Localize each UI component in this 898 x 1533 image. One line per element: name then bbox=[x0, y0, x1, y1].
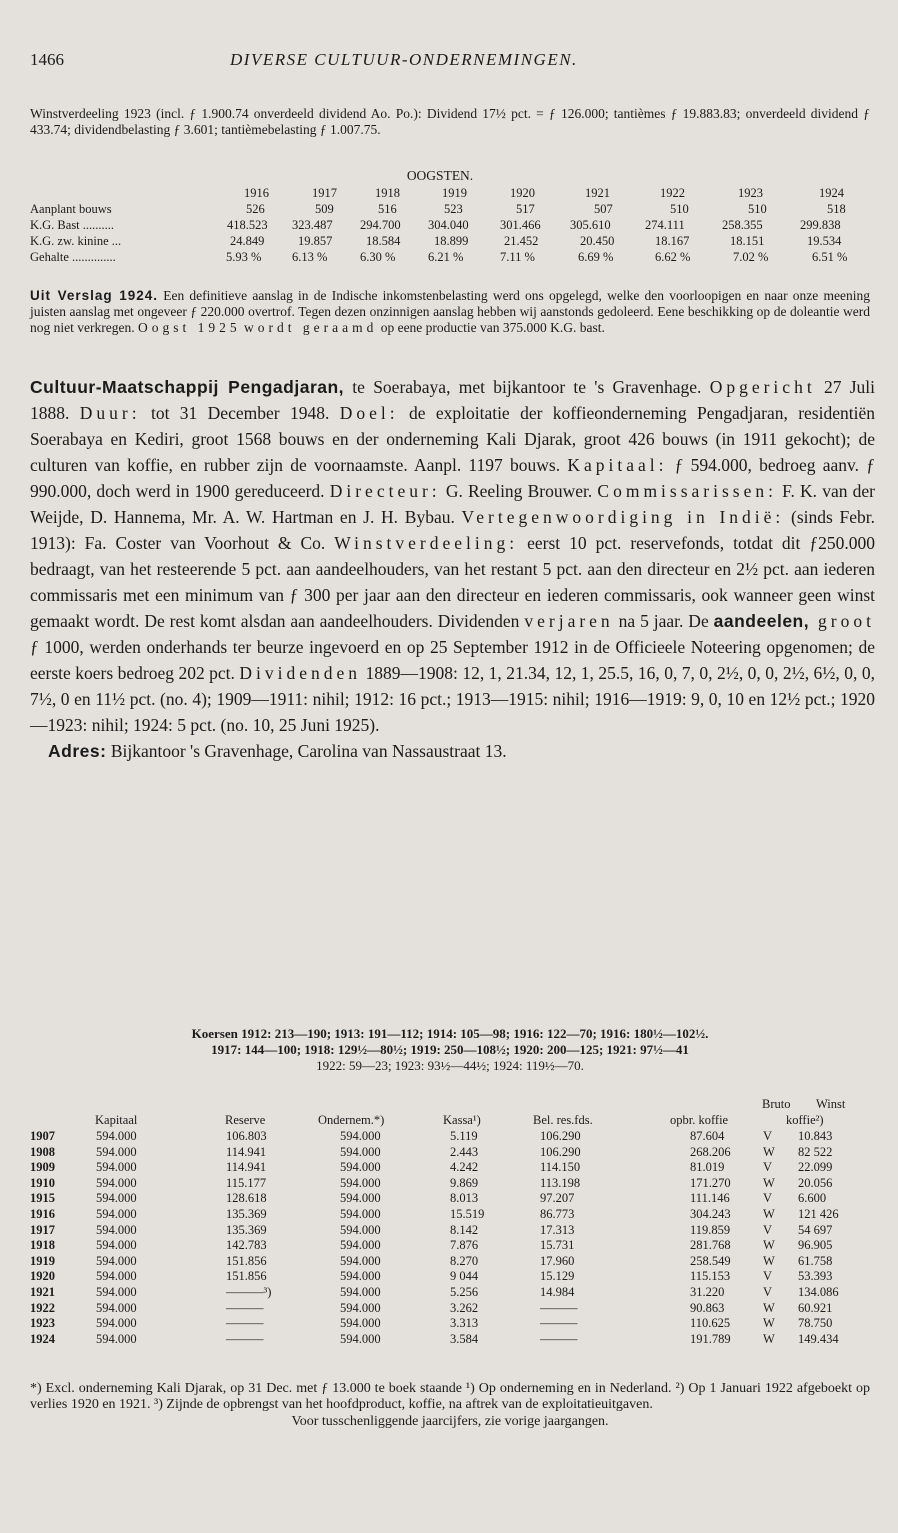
ondernem-cell: 594.000 bbox=[340, 1253, 381, 1268]
adres-text: Bijkantoor 's Gravenhage, Carolina van Nassaustraat 13. bbox=[106, 741, 507, 761]
year-cell: 1921 bbox=[585, 186, 610, 200]
value-cell: 6.13 % bbox=[292, 250, 328, 264]
value-cell: 19.534 bbox=[807, 234, 842, 248]
year-cell: 1907 bbox=[30, 1129, 55, 1143]
year-cell: 1908 bbox=[30, 1144, 55, 1159]
table-row bbox=[30, 1160, 875, 1176]
groot-label: groot bbox=[809, 611, 875, 631]
belres-cell: 17.313 bbox=[540, 1222, 575, 1237]
year-cell: 1919 bbox=[442, 186, 467, 200]
ondernem-cell: 594.000 bbox=[340, 1331, 381, 1346]
winst-cell: 121 426 bbox=[798, 1206, 839, 1221]
aandeelen-text: ƒ 1000, werden onderhands ter beurze ingevoerd en op 25 September 1912 in de Officieele Noteering opgenomen; de eerste koers bedroeg 202 pct. bbox=[30, 637, 875, 683]
header-kassa: Kassa¹) bbox=[443, 1113, 481, 1127]
bruto-cell: 304.243 bbox=[690, 1206, 731, 1221]
row-label: K.G. Bast .......... bbox=[30, 218, 115, 232]
year-cell: 1917 bbox=[30, 1222, 55, 1237]
belres-cell: 97.207 bbox=[540, 1191, 575, 1206]
ondernem-cell: 594.000 bbox=[340, 1300, 381, 1315]
bruto-cell: 81.019 bbox=[690, 1160, 725, 1175]
year-cell: 1916 bbox=[30, 1206, 55, 1221]
winst-cell: 82 522 bbox=[798, 1144, 833, 1159]
winst-verlies-cell: W bbox=[763, 1316, 775, 1331]
opgericht-text: 27 Juli 1888. bbox=[30, 377, 875, 423]
header-ondernem: Ondernem.*) bbox=[318, 1113, 385, 1127]
table-row bbox=[30, 1145, 875, 1161]
kapitaal-cell: 594.000 bbox=[96, 1222, 137, 1237]
value-cell: 305.610 bbox=[570, 218, 611, 232]
belres-cell: ——— bbox=[540, 1316, 578, 1331]
kapitaal-cell: 594.000 bbox=[96, 1238, 137, 1253]
winst-verlies-cell: V bbox=[763, 1269, 773, 1284]
winst-verlies-cell: W bbox=[763, 1144, 775, 1159]
footnote-text: *) Excl. onderneming Kali Djarak, op 31 Dec. met ƒ 13.000 te boek staande ¹) Op onderneming en in Nederland. ²) Op 1 Januari 1922 afgeboekt op verlies 1920 en 1921. ³) Zijnde de opbrengst van het hoofdproduct, koffie, na aftrek van de exploitatieuitgaven. bbox=[30, 1381, 870, 1412]
value-cell: 274.111 bbox=[645, 218, 685, 232]
verjaren-label: verjaren bbox=[524, 611, 614, 631]
reserve-cell: 135.369 bbox=[226, 1222, 267, 1237]
page-header bbox=[30, 50, 870, 78]
financial-table bbox=[30, 1097, 875, 1347]
table-row bbox=[30, 1176, 875, 1192]
oogst-verb: wordt geraamd bbox=[243, 320, 378, 335]
winstverdeeling-text: eerst 10 pct. reservefonds, totdat dit ƒ250.000 bedraagt, van het resteerende 5 pct. aan aandeelhouders, van het restant 5 pct. aan den directeur en 2½ pct. aan iederen commissaris met een minimum van ƒ 300 per jaar aan den directeur en iederen commissaris, ook wanneer geen winst gemaakt wordt. De rest komt alsdan aan aandeelhouders. Dividenden bbox=[30, 533, 875, 631]
kapitaal-cell: 594.000 bbox=[96, 1316, 137, 1331]
value-cell: 21.452 bbox=[504, 234, 539, 248]
oogsten-table bbox=[30, 186, 875, 266]
table-row bbox=[30, 1223, 875, 1239]
financial-table-body bbox=[30, 1129, 875, 1347]
winstverdeeling-label: Winstverdeeling: bbox=[334, 533, 519, 553]
oogsten-row-kinine bbox=[30, 234, 875, 250]
belres-cell: 106.290 bbox=[540, 1129, 581, 1143]
kapitaal-cell: 594.000 bbox=[96, 1144, 137, 1159]
table-row bbox=[30, 1238, 875, 1254]
value-cell: 516 bbox=[378, 202, 397, 216]
value-cell: 18.167 bbox=[655, 234, 690, 248]
kassa-cell: 5.256 bbox=[450, 1284, 479, 1299]
winst-verlies-cell: W bbox=[763, 1206, 775, 1221]
oogsten-row-bast bbox=[30, 218, 875, 234]
winst-verlies-cell: W bbox=[763, 1238, 775, 1253]
value-cell: 510 bbox=[670, 202, 689, 216]
verslag-paragraph bbox=[30, 288, 870, 336]
reserve-cell: ——— bbox=[226, 1300, 264, 1315]
kapitaal-cell: 594.000 bbox=[96, 1269, 137, 1284]
year-cell: 1922 bbox=[660, 186, 685, 200]
kapitaal-cell: 594.000 bbox=[96, 1129, 137, 1143]
financial-table-header bbox=[30, 1097, 875, 1129]
doel-text: de exploitatie der koffieonderneming Pengadjaran, residentiën Soerabaya en Kediri, groot 1568 bouws en der onderneming Kali Djarak, groot 426 bouws (in 1911 gekocht); de culturen van koffie, en rubber zijn de voornaamste. Aanpl. 1197 bouws. bbox=[30, 403, 875, 475]
bruto-cell: 191.789 bbox=[690, 1331, 731, 1346]
bruto-cell: 111.146 bbox=[690, 1191, 730, 1206]
value-cell: 18.584 bbox=[366, 234, 401, 248]
oogst-text: op eene productie van 375.000 K.G. bast. bbox=[377, 320, 605, 335]
ondernem-cell: 594.000 bbox=[340, 1222, 381, 1237]
ondernem-cell: 594.000 bbox=[340, 1284, 381, 1299]
kapitaal-cell: 594.000 bbox=[96, 1206, 137, 1221]
bruto-cell: 87.604 bbox=[690, 1129, 725, 1143]
directeur-label: Directeur: bbox=[329, 481, 441, 501]
year-cell: 1920 bbox=[510, 186, 535, 200]
header-reserve: Reserve bbox=[225, 1113, 266, 1127]
year-cell: 1923 bbox=[738, 186, 763, 200]
winst-verlies-cell: V bbox=[763, 1222, 773, 1237]
value-cell: 304.040 bbox=[428, 218, 469, 232]
winst-verlies-cell: W bbox=[763, 1253, 775, 1268]
kassa-cell: 4.242 bbox=[450, 1160, 479, 1175]
reserve-cell: 142.783 bbox=[226, 1238, 267, 1253]
kassa-cell: 9.869 bbox=[450, 1175, 479, 1190]
ondernem-cell: 594.000 bbox=[340, 1206, 381, 1221]
company-entry bbox=[30, 374, 875, 764]
kapitaal-text: ƒ 594.000, bedroeg aanv. ƒ 990.000, doch werd in 1900 gereduceerd. bbox=[30, 455, 875, 501]
table-row bbox=[30, 1301, 875, 1317]
value-cell: 518 bbox=[827, 202, 846, 216]
value-cell: 6.62 % bbox=[655, 250, 691, 264]
ondernem-cell: 594.000 bbox=[340, 1175, 381, 1190]
belres-cell: 86.773 bbox=[540, 1206, 575, 1221]
aandeelen-label: aandeelen, bbox=[713, 611, 810, 631]
year-cell: 1909 bbox=[30, 1160, 55, 1175]
bruto-cell: 115.153 bbox=[690, 1269, 731, 1284]
value-cell: 18.899 bbox=[434, 234, 469, 248]
belres-cell: 114.150 bbox=[540, 1160, 581, 1175]
kapitaal-cell: 594.000 bbox=[96, 1253, 137, 1268]
value-cell: 5.93 % bbox=[226, 250, 262, 264]
year-cell: 1918 bbox=[30, 1238, 55, 1253]
table-row bbox=[30, 1129, 875, 1145]
reserve-cell: 114.941 bbox=[226, 1160, 267, 1175]
verslag-text: Een definitieve aanslag in de Indische inkomstenbelasting werd ons opgelegd, welke den voorloopigen en naar onze meening juisten aanslag met ongeveer ƒ 220.000 overtrof. Tegen dezen onzinnigen aanslag hebben wij aanstonds gedoleerd. Eene beschikking op de doleantie werd nog niet verkregen. bbox=[30, 288, 870, 335]
ondernem-cell: 594.000 bbox=[340, 1191, 381, 1206]
value-cell: 6.21 % bbox=[428, 250, 464, 264]
header-bruto-top: Bruto bbox=[762, 1097, 791, 1111]
header-winst-bottom: koffie²) bbox=[786, 1113, 824, 1127]
value-cell: 299.838 bbox=[800, 218, 841, 232]
year-cell: 1915 bbox=[30, 1191, 55, 1206]
winst-cell: 61.758 bbox=[798, 1253, 833, 1268]
table-row bbox=[30, 1254, 875, 1270]
commissarissen-label: Commissarissen: bbox=[597, 481, 777, 501]
year-cell: 1922 bbox=[30, 1300, 55, 1315]
vertegenwoordiging-label: Vertegenwoordiging in Indië: bbox=[461, 507, 785, 527]
koersen-block bbox=[30, 1026, 870, 1074]
belres-cell: 15.129 bbox=[540, 1269, 575, 1284]
reserve-cell: 106.803 bbox=[226, 1129, 267, 1143]
belres-cell: 113.198 bbox=[540, 1175, 581, 1190]
commissarissen-text: F. K. van der Weijde, D. Hannema, Mr. A. W. Hartman en J. H. Bybau. bbox=[30, 481, 875, 527]
bruto-cell: 110.625 bbox=[690, 1316, 731, 1331]
kassa-cell: 8.142 bbox=[450, 1222, 479, 1237]
value-cell: 418.523 bbox=[227, 218, 268, 232]
oogst-label: Oogst 1925 bbox=[137, 320, 241, 335]
value-cell: 24.849 bbox=[230, 234, 265, 248]
belres-cell: 14.984 bbox=[540, 1284, 575, 1299]
year-cell: 1924 bbox=[819, 186, 844, 200]
winst-verlies-cell: V bbox=[763, 1284, 773, 1299]
ondernem-cell: 594.000 bbox=[340, 1129, 381, 1143]
ondernem-cell: 594.000 bbox=[340, 1316, 381, 1331]
reserve-cell: 114.941 bbox=[226, 1144, 267, 1159]
bruto-cell: 281.768 bbox=[690, 1238, 731, 1253]
company-intro: te Soerabaya, met bijkantoor te 's Gravenhage. bbox=[344, 377, 710, 397]
opgericht-label: Opgericht bbox=[709, 377, 816, 397]
running-head: DIVERSE CULTUUR-ONDERNEMINGEN. bbox=[230, 50, 578, 69]
year-cell: 1924 bbox=[30, 1331, 55, 1346]
winst-verlies-cell: W bbox=[763, 1175, 775, 1190]
value-cell: 509 bbox=[315, 202, 334, 216]
kassa-cell: 7.876 bbox=[450, 1238, 479, 1253]
dividenden-label: Dividenden bbox=[239, 663, 362, 683]
table-row bbox=[30, 1332, 875, 1348]
winst-verlies-cell: W bbox=[763, 1300, 775, 1315]
year-cell: 1919 bbox=[30, 1253, 55, 1268]
verjaren-text: na 5 jaar. De bbox=[613, 611, 714, 631]
year-cell: 1916 bbox=[244, 186, 269, 200]
winst-cell: 53.393 bbox=[798, 1269, 833, 1284]
ondernem-cell: 594.000 bbox=[340, 1160, 381, 1175]
duur-label: Duur: bbox=[79, 403, 141, 423]
reserve-cell: 135.369 bbox=[226, 1206, 267, 1221]
kassa-cell: 2.443 bbox=[450, 1144, 479, 1159]
year-cell: 1910 bbox=[30, 1175, 55, 1190]
value-cell: 301.466 bbox=[500, 218, 541, 232]
kapitaal-cell: 594.000 bbox=[96, 1331, 137, 1346]
winst-cell: 22.099 bbox=[798, 1160, 833, 1175]
reserve-cell: 128.618 bbox=[226, 1191, 267, 1206]
bruto-cell: 119.859 bbox=[690, 1222, 731, 1237]
koersen-label: Koersen bbox=[191, 1026, 238, 1041]
header-kapitaal: Kapitaal bbox=[95, 1113, 138, 1127]
belres-cell: ——— bbox=[540, 1300, 578, 1315]
value-cell: 526 bbox=[246, 202, 265, 216]
belres-cell: 106.290 bbox=[540, 1144, 581, 1159]
koersen-text-1: 1912: 213—190; 1913: 191—112; 1914: 105—98; 1916: 122—70; 1916: 180½—102½. bbox=[237, 1026, 709, 1041]
reserve-cell: ———³) bbox=[226, 1284, 272, 1299]
bruto-cell: 268.206 bbox=[690, 1144, 731, 1159]
winst-cell: 6.600 bbox=[798, 1191, 827, 1206]
value-cell: 510 bbox=[748, 202, 767, 216]
winst-cell: 78.750 bbox=[798, 1316, 833, 1331]
value-cell: 19.857 bbox=[298, 234, 333, 248]
kassa-cell: 15.519 bbox=[450, 1206, 485, 1221]
directeur-text: G. Reeling Brouwer. bbox=[440, 481, 598, 501]
row-label: Aanplant bouws bbox=[30, 202, 112, 216]
header-bruto-bottom: opbr. koffie bbox=[670, 1113, 729, 1127]
value-cell: 7.02 % bbox=[733, 250, 769, 264]
bruto-cell: 31.220 bbox=[690, 1284, 725, 1299]
ondernem-cell: 594.000 bbox=[340, 1269, 381, 1284]
kapitaal-cell: 594.000 bbox=[96, 1191, 137, 1206]
kapitaal-cell: 594.000 bbox=[96, 1175, 137, 1190]
oogsten-year-row bbox=[30, 186, 875, 202]
reserve-cell: 151.856 bbox=[226, 1253, 267, 1268]
footnote-last: Voor tusschenliggende jaarcijfers, zie vorige jaargangen. bbox=[291, 1414, 609, 1429]
bruto-cell: 171.270 bbox=[690, 1175, 731, 1190]
footnotes bbox=[30, 1381, 870, 1430]
year-cell: 1923 bbox=[30, 1316, 55, 1331]
value-cell: 294.700 bbox=[360, 218, 401, 232]
kapitaal-label: Kapitaal: bbox=[567, 455, 668, 475]
value-cell: 517 bbox=[516, 202, 535, 216]
winst-verlies-cell: V bbox=[763, 1191, 773, 1206]
winstverdeeling-1923-paragraph: Winstverdeeling 1923 (incl. ƒ 1.900.74 onverdeeld dividend Ao. Po.): Dividend 17½ pct. = ƒ 126.000; tantièmes ƒ 19.883.83; onverdeeld dividend ƒ 433.74; dividendbelasting ƒ 3.601; tantièmebelasting ƒ 1.007.75. bbox=[30, 106, 870, 137]
winst-cell: 149.434 bbox=[798, 1331, 839, 1346]
kassa-cell: 3.313 bbox=[450, 1316, 479, 1331]
reserve-cell: 115.177 bbox=[226, 1175, 267, 1190]
vertegenwoordiging-text: (sinds Febr. 1913): Fa. Coster van Voorhout & Co. bbox=[30, 507, 875, 553]
bruto-cell: 258.549 bbox=[690, 1253, 731, 1268]
kapitaal-cell: 594.000 bbox=[96, 1300, 137, 1315]
ondernem-cell: 594.000 bbox=[340, 1238, 381, 1253]
year-cell: 1920 bbox=[30, 1269, 55, 1284]
duur-text: tot 31 December 1948. bbox=[140, 403, 340, 423]
value-cell: 6.69 % bbox=[578, 250, 614, 264]
oogsten-row-aanplant bbox=[30, 202, 875, 218]
kapitaal-cell: 594.000 bbox=[96, 1160, 137, 1175]
table-row bbox=[30, 1191, 875, 1207]
year-cell: 1921 bbox=[30, 1284, 55, 1299]
winst-cell: 96.905 bbox=[798, 1238, 833, 1253]
row-label: Gehalte .............. bbox=[30, 250, 116, 264]
value-cell: 7.11 % bbox=[500, 250, 535, 264]
table-row bbox=[30, 1269, 875, 1285]
value-cell: 258.355 bbox=[722, 218, 763, 232]
row-label: K.G. zw. kinine ... bbox=[30, 234, 122, 248]
reserve-cell: 151.856 bbox=[226, 1269, 267, 1284]
oogsten-row-gehalte bbox=[30, 250, 875, 266]
doel-label: Doel: bbox=[339, 403, 399, 423]
ondernem-cell: 594.000 bbox=[340, 1144, 381, 1159]
belres-cell: ——— bbox=[540, 1331, 578, 1346]
kassa-cell: 5.119 bbox=[450, 1129, 478, 1143]
koersen-line-3: 1922: 59—23; 1923: 93½—44½; 1924: 119½—70. bbox=[316, 1058, 584, 1073]
kassa-cell: 8.270 bbox=[450, 1253, 479, 1268]
koersen-line-2: 1917: 144—100; 1918: 129½—80½; 1919: 250—108½; 1920: 200—125; 1921: 97½—41 bbox=[211, 1042, 689, 1057]
value-cell: 18.151 bbox=[730, 234, 765, 248]
value-cell: 323.487 bbox=[292, 218, 333, 232]
winst-verlies-cell: V bbox=[763, 1129, 773, 1143]
adres-label: Adres: bbox=[48, 741, 107, 761]
table-row bbox=[30, 1285, 875, 1301]
kapitaal-cell: 594.000 bbox=[96, 1284, 137, 1299]
winst-verlies-cell: V bbox=[763, 1160, 773, 1175]
dividenden-text: 1889—1908: 12, 1, 21.34, 12, 1, 25.5, 16, 0, 7, 0, 2½, 0, 0, 2½, 6½, 0, 0, 7½, 0 en 11½ pct. (no. 4); 1909—1911: nihil; 1912: 16 pct.; 1913—1915: nihil; 1916—1919: 9, 0, 10 en 12½ pct.; 1920—1923: nihil; 1924: 5 pct. (no. 10, 25 Juni 1925). bbox=[30, 663, 875, 735]
belres-cell: 15.731 bbox=[540, 1238, 575, 1253]
reserve-cell: ——— bbox=[226, 1316, 264, 1331]
page-number: 1466 bbox=[30, 50, 64, 69]
kassa-cell: 9 044 bbox=[450, 1269, 479, 1284]
winst-cell: 20.056 bbox=[798, 1175, 833, 1190]
header-winst-top: Winst bbox=[816, 1097, 846, 1111]
value-cell: 20.450 bbox=[580, 234, 615, 248]
bruto-cell: 90.863 bbox=[690, 1300, 725, 1315]
value-cell: 6.51 % bbox=[812, 250, 848, 264]
header-belres: Bel. res.fds. bbox=[533, 1113, 593, 1127]
belres-cell: 17.960 bbox=[540, 1253, 575, 1268]
year-cell: 1917 bbox=[312, 186, 337, 200]
kassa-cell: 8.013 bbox=[450, 1191, 479, 1206]
winst-cell: 10.843 bbox=[798, 1129, 833, 1143]
table-row bbox=[30, 1316, 875, 1332]
table-row bbox=[30, 1207, 875, 1223]
kassa-cell: 3.262 bbox=[450, 1300, 479, 1315]
value-cell: 523 bbox=[444, 202, 463, 216]
winst-cell: 134.086 bbox=[798, 1284, 839, 1299]
company-name: Cultuur-Maatschappij Pengadjaran, bbox=[30, 377, 345, 397]
winst-verlies-cell: W bbox=[763, 1331, 775, 1346]
value-cell: 507 bbox=[594, 202, 613, 216]
reserve-cell: ——— bbox=[226, 1331, 264, 1346]
verslag-label: Uit Verslag 1924. bbox=[30, 288, 158, 303]
kassa-cell: 3.584 bbox=[450, 1331, 479, 1346]
winst-cell: 54 697 bbox=[798, 1222, 833, 1237]
winst-cell: 60.921 bbox=[798, 1300, 833, 1315]
koersen-line-1 bbox=[30, 1026, 870, 1042]
oogsten-title: OOGSTEN. bbox=[406, 168, 474, 183]
value-cell: 6.30 % bbox=[360, 250, 396, 264]
year-cell: 1918 bbox=[375, 186, 400, 200]
